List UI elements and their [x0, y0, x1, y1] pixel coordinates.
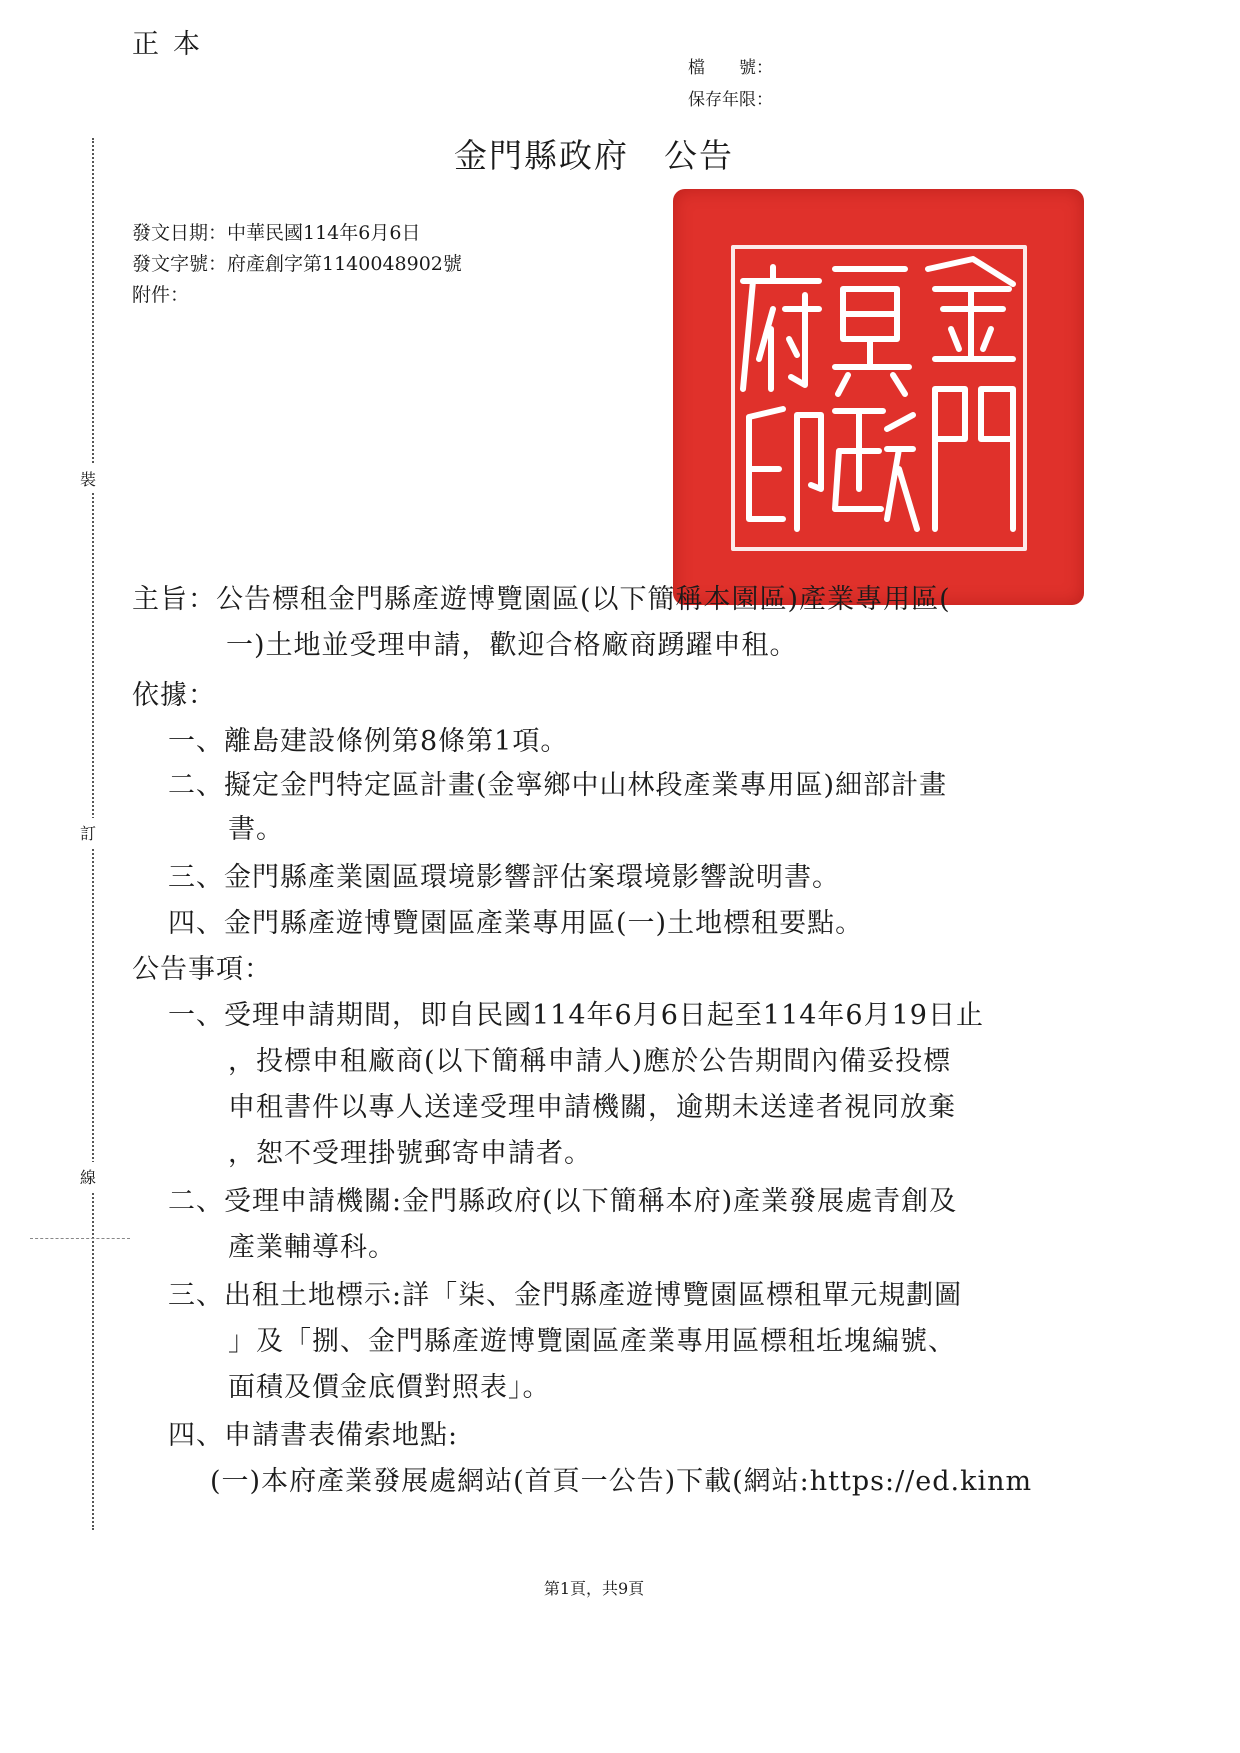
- attachment-label: 附件：: [132, 284, 190, 306]
- official-seal: [673, 189, 1084, 605]
- notice-item-cont: ，恕不受理掛號郵寄申請者。: [228, 1138, 592, 1169]
- subject-line-2: 一)土地並受理申請，歡迎合格廠商踴躍申租。: [226, 630, 798, 661]
- notice-item: 三、出租土地標示:詳「柒、金門縣產遊博覽園區標租單元規劃圖: [168, 1280, 963, 1311]
- basis-heading: 依據：: [132, 680, 216, 711]
- notice-item-cont: 面積及價金底價對照表」。: [228, 1372, 551, 1403]
- issue-info: [132, 218, 462, 311]
- binding-mark-zhuang: 裝: [80, 464, 96, 493]
- notice-subitem: (一)本府產業發展處網站(首頁一公告)下載(網站:https://ed.kinm: [210, 1466, 1033, 1497]
- notice-item-cont: 申租書件以專人送達受理申請機關，逾期未送達者視同放棄: [228, 1092, 956, 1123]
- issue-number: 發文字號：府產創字第1140048902號: [132, 253, 462, 275]
- notice-heading: 公告事項：: [132, 954, 272, 985]
- notice-item: 二、受理申請機關:金門縣政府(以下簡稱本府)產業發展處青創及: [168, 1186, 958, 1217]
- edge-dash: [30, 1238, 130, 1239]
- notice-item-cont: ，投標申租廠商(以下簡稱申請人)應於公告期間內備妥投標: [228, 1046, 952, 1077]
- file-meta: [688, 52, 773, 116]
- document-title: 金門縣政府 公告: [454, 136, 734, 175]
- retention-label: 保存年限：: [688, 90, 773, 110]
- basis-item-cont: 書。: [228, 814, 284, 845]
- copy-label: 正本: [132, 29, 214, 60]
- basis-item: 二、擬定金門特定區計畫(金寧鄉中山林段產業專用區)細部計畫: [168, 770, 948, 801]
- basis-item: 四、金門縣產遊博覽園區產業專用區(一)土地標租要點。: [168, 908, 864, 939]
- basis-item: 三、金門縣產業園區環境影響評估案環境影響說明書。: [168, 862, 840, 893]
- notice-item: 一、受理申請期間，即自民國114年6月6日起至114年6月19日止: [168, 1000, 984, 1031]
- seal-graphic: [673, 189, 1084, 605]
- subject-line-1: 主旨：公告標租金門縣產遊博覽園區(以下簡稱本園區)產業專用區(: [132, 584, 951, 615]
- binding-mark-ding: 訂: [80, 818, 96, 847]
- issue-date: 發文日期：中華民國114年6月6日: [132, 222, 421, 244]
- binding-mark-xian: 線: [80, 1162, 96, 1191]
- notice-item-cont: 產業輔導科。: [228, 1232, 396, 1263]
- basis-item: 一、離島建設條例第8條第1項。: [168, 726, 569, 757]
- notice-item-cont: 」及「捌、金門縣產遊博覽園區產業專用區標租坵塊編號、: [228, 1326, 956, 1357]
- page-number: 第1頁，共9頁: [543, 1579, 645, 1598]
- file-number-label: 檔 號：: [688, 58, 773, 78]
- notice-item: 四、申請書表備索地點:: [168, 1420, 459, 1451]
